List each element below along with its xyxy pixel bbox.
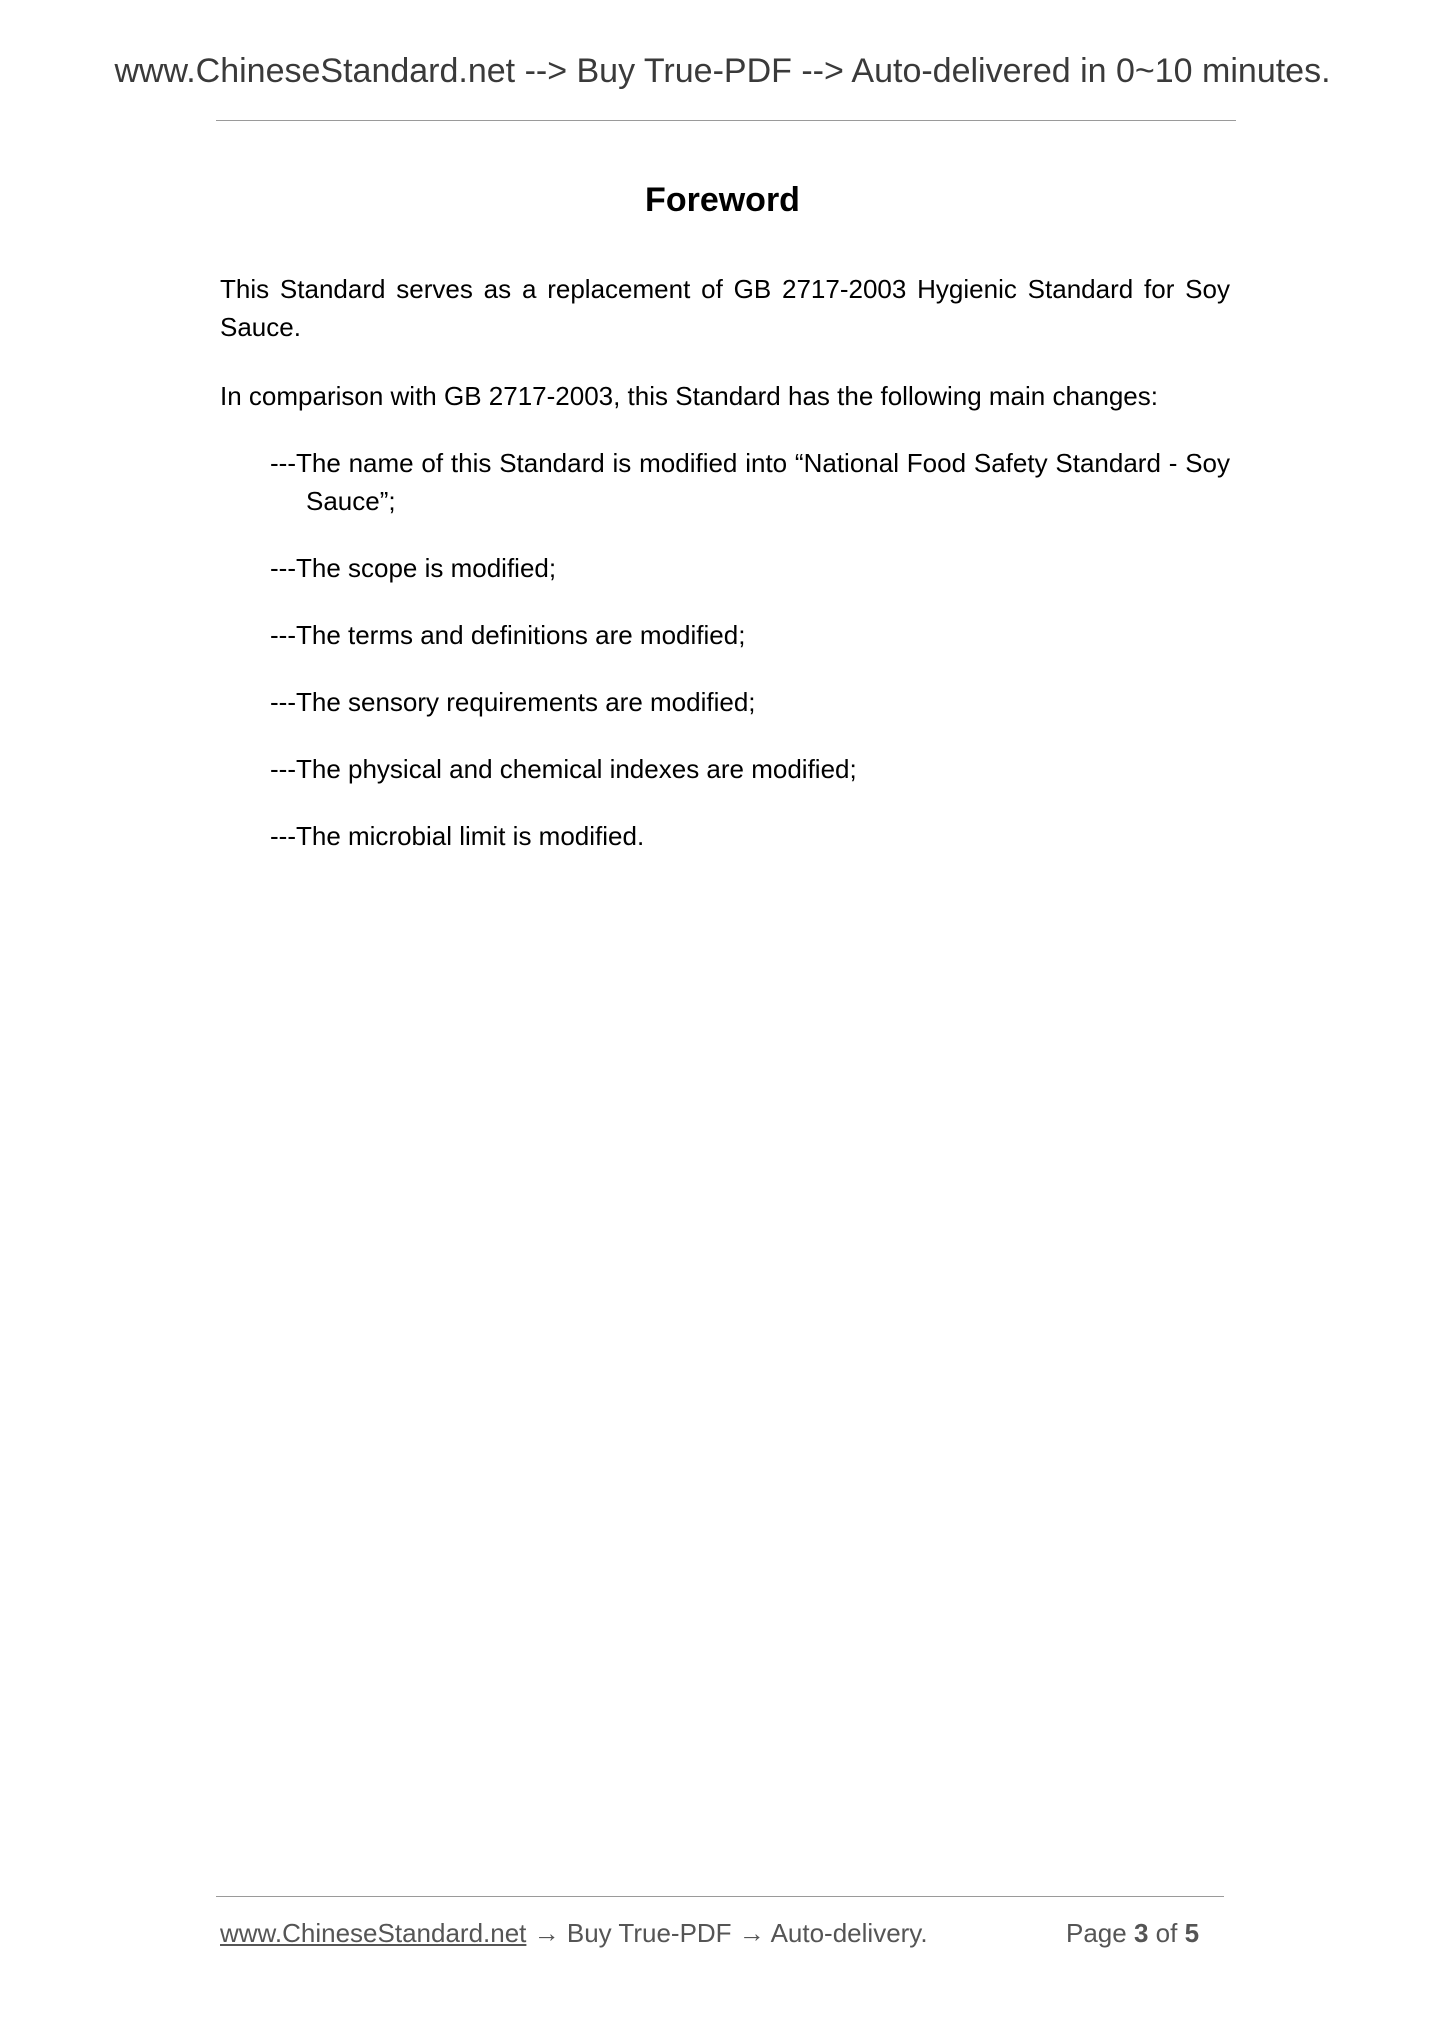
paragraph-comparison: In comparison with GB 2717-2003, this Standard has the following main changes: — [220, 381, 1158, 411]
header-banner: www.ChineseStandard.net --> Buy True-PDF --> Auto-delivered in 0~10 minutes. — [114, 52, 1331, 90]
list-item: ---The physical and chemical indexes are modified; — [270, 754, 857, 784]
footer-divider — [216, 1896, 1224, 1897]
changes-list — [270, 444, 1230, 884]
list-item: ---The scope is modified; — [270, 553, 557, 583]
of-word: of — [1155, 1918, 1178, 1948]
list-item: ---The sensory requirements are modified; — [270, 687, 756, 717]
footer-tagline: → Buy True-PDF → Auto-delivery. — [526, 1918, 928, 1948]
list-item: ---The microbial limit is modified. — [270, 821, 645, 851]
page-total: 5 — [1184, 1918, 1200, 1948]
header-divider — [216, 120, 1236, 121]
page-current: 3 — [1133, 1918, 1149, 1948]
list-item: ---The name of this Standard is modified into “National Food Safety Standard - Soy Sauce”; — [270, 448, 1230, 516]
page-title: Foreword — [645, 181, 800, 219]
footer-text — [220, 1918, 928, 1949]
paragraph-replacement: This Standard serves as a replacement of GB 2717-2003 Hygienic Standard for Soy Sauce. — [220, 274, 1230, 342]
footer-link[interactable]: www.ChineseStandard.net — [220, 1918, 527, 1948]
page-word: Page — [1066, 1918, 1127, 1948]
list-item: ---The terms and definitions are modified; — [270, 620, 746, 650]
page-indicator — [1066, 1918, 1199, 1949]
